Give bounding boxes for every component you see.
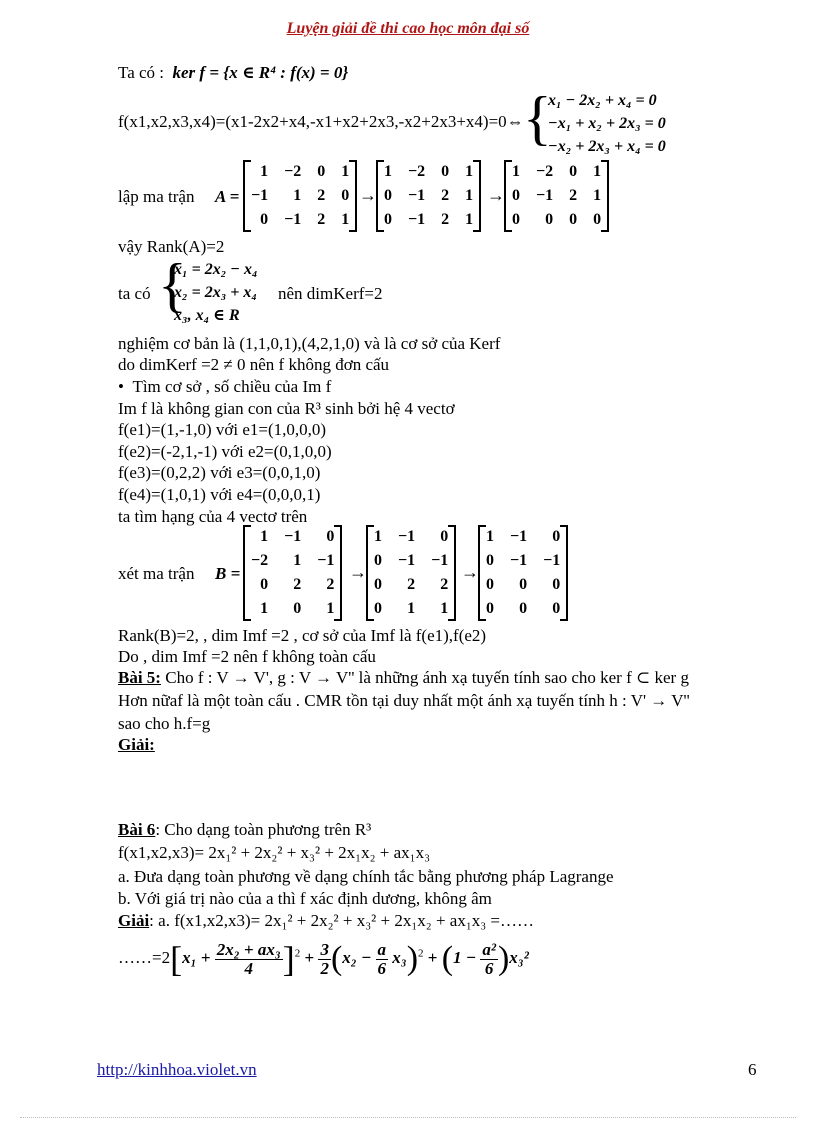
- arrow: →: [349, 562, 367, 582]
- matrix-B3: [478, 525, 568, 621]
- lap-ma-tran-label: lập ma trận: [118, 187, 195, 206]
- fraction: $\frac{\text{a²}}{6}$: [482, 939, 496, 978]
- system2-brace: {: [158, 252, 187, 318]
- matrix-cell: 0: [341, 187, 350, 204]
- matrix-cell: 0: [260, 211, 269, 228]
- bullet-icon: •: [118, 377, 133, 396]
- matrix-cell: 2: [440, 576, 449, 593]
- matrix-cell: 0: [593, 211, 602, 228]
- matrix-row: [366, 573, 456, 597]
- matrix-row: [478, 525, 568, 549]
- dim-kerf: nên dimKerf=2: [278, 284, 383, 303]
- fe-line: f(e1)=(1,-1,0) với e1=(1,0,0,0): [118, 420, 327, 439]
- fe-line: f(e2)=(-2,1,-1) với e2=(0,1,0,0): [118, 442, 332, 461]
- bai5-line3: sao cho h.f=g: [118, 714, 211, 733]
- matrix-cell: 0: [519, 600, 528, 617]
- matrix-cell: 0: [552, 576, 561, 593]
- lagrange-x3: x₃: [392, 947, 407, 967]
- matrix-cell: −1: [510, 528, 528, 545]
- system2: [174, 258, 258, 327]
- matrix-cell: 1: [593, 163, 602, 180]
- nghiem-co-ban: nghiệm cơ bản là (1,1,0,1),(4,2,1,0) và là cơ sở của Kerf: [118, 334, 501, 353]
- bullet-text: Tìm cơ sở , số chiều của Im f: [132, 377, 332, 396]
- matrix-cell: −1: [398, 528, 416, 545]
- fx-line: f(x1,x2,x3,x4)=(x1-2x2+x4,-x1+x2+2x3,-x2+2x3+x4)=0⇔: [118, 112, 524, 131]
- lagrange-one-minus: 1 −: [453, 947, 477, 967]
- lagrange-expression: ……=2[x₁ + $\frac{\text{2x₂ + ax₃}}{4}$ ]$^2$ + $\frac{3}{2}$ (x₂ − $\frac{a}{6}$ x₃)$^2$ + (1 − $\frac{\text{a²}}{6}$ )x₃²: [118, 939, 529, 979]
- matB-label: B =: [215, 564, 241, 583]
- matrix-cell: 0: [569, 211, 578, 228]
- matrix-cell: 1: [260, 163, 269, 180]
- matrix-cell: −1: [408, 187, 426, 204]
- matrix-row: [376, 160, 481, 184]
- matrix-cell: 0: [545, 211, 554, 228]
- matrix-cell: 0: [374, 576, 382, 593]
- matrix-cell: 0: [374, 552, 382, 569]
- matrix-cell: −2: [536, 163, 554, 180]
- fe-line: f(e3)=(0,2,2) với e3=(0,0,1,0): [118, 463, 321, 482]
- bai5-line2: Hơn nữaf là một toàn cấu . CMR tồn tại duy nhất một ánh xạ tuyến tính h : V' → V'': [118, 691, 690, 710]
- fraction: $\frac{a}{6}$: [377, 939, 387, 978]
- lagrange-x3sq: x₃²: [509, 947, 529, 967]
- matrix-row: [478, 597, 568, 621]
- matrix-A3: [504, 160, 609, 232]
- matrix-cell: 0: [552, 600, 561, 617]
- matrix-cell: 1: [465, 187, 474, 204]
- matrix-row: [243, 597, 342, 621]
- matrix-A: [243, 160, 357, 232]
- system1-brace: {: [523, 85, 552, 151]
- page-number: 6: [748, 1060, 757, 1079]
- matrix-cell: 0: [486, 600, 494, 617]
- matrix-row: [243, 208, 357, 232]
- system1-eq: −x₂ + 2x₃ + x₄ = 0: [548, 138, 666, 155]
- matrix-cell: 1: [341, 211, 350, 228]
- matrix-cell: −1: [251, 187, 269, 204]
- matrix-cell: 1: [465, 211, 474, 228]
- matrix-cell: 0: [512, 211, 520, 228]
- arrow: →: [461, 562, 479, 582]
- lagrange-lead: ……=2: [118, 947, 171, 967]
- matrix-cell: 0: [317, 163, 326, 180]
- matrix-cell: −1: [431, 552, 449, 569]
- page-header: Luyện giải đề thi cao học môn đại số: [286, 20, 530, 37]
- rank-a: vậy Rank(A)=2: [118, 237, 225, 256]
- matrix-row: [478, 573, 568, 597]
- system1: [548, 89, 666, 158]
- footer-link[interactable]: http://kinhhoa.violet.vn: [97, 1060, 257, 1079]
- matrix-cell: 0: [441, 163, 450, 180]
- matrix-cell: −1: [536, 187, 554, 204]
- matrix-cell: 0: [569, 163, 578, 180]
- rank-b: Rank(B)=2, , dim Imf =2 , cơ sở của Imf là f(e1),f(e2): [118, 626, 487, 645]
- system1-eq: x₁ − 2x₂ + x₄ = 0: [548, 92, 657, 109]
- matrix-cell: 0: [512, 187, 520, 204]
- matrix-cell: 0: [486, 552, 494, 569]
- system1-eq: −x₁ + x₂ + 2x₃ = 0: [548, 115, 666, 132]
- imf-line: Im f là không gian con của R³ sinh bởi hệ 4 vectơ: [118, 399, 455, 418]
- matrix-A2: [376, 160, 481, 232]
- matrix-cell: 1: [440, 600, 449, 617]
- matrix-cell: −2: [284, 163, 302, 180]
- matrix-cell: 0: [374, 600, 382, 617]
- matrix-cell: −1: [284, 211, 302, 228]
- bai6-line1: [118, 820, 371, 840]
- kerf-formula: ker f = {x ∈ R⁴ : f(x) = 0}: [172, 63, 349, 82]
- matrix-cell: −1: [510, 552, 528, 569]
- fraction: $\frac{3}{2}$: [320, 939, 329, 978]
- matrix-cell: 1: [374, 528, 382, 545]
- matrix-row: [376, 184, 481, 208]
- matrix-row: [366, 549, 456, 573]
- matrix-row: [243, 525, 342, 549]
- bai5-title: Bài 5:: [118, 668, 161, 687]
- matrix-cell: 2: [441, 211, 450, 228]
- giai2-label: Giải: [118, 911, 150, 930]
- matrix-row: [243, 573, 342, 597]
- arrow: →: [359, 185, 377, 205]
- matrix-cell: 0: [440, 528, 449, 545]
- matrix-cell: 1: [486, 528, 494, 545]
- bai5-line1: [118, 668, 689, 688]
- matrix-cell: 2: [407, 576, 416, 593]
- matrix-cell: 1: [260, 528, 269, 545]
- matrix-cell: 1: [512, 163, 520, 180]
- system2-eq: x₁ = 2x₂ − x₄: [174, 261, 258, 278]
- kerf-line: [118, 63, 348, 83]
- matrix-row: [504, 208, 609, 232]
- matrix-cell: 0: [260, 576, 269, 593]
- giai-heading: [118, 735, 155, 755]
- giai-label: Giải:: [118, 735, 155, 754]
- matrix-row: [366, 597, 456, 621]
- matrix-cell: 2: [317, 211, 326, 228]
- bottom-divider: [20, 1117, 796, 1118]
- system2-eq: x₂ = 2x₃ + x₄: [174, 284, 257, 301]
- matrix-cell: 0: [384, 187, 392, 204]
- bai5-text: Cho f : V → V', g : V → V'' là những ánh xạ tuyến tính sao cho ker f ⊂ ker g: [165, 668, 689, 687]
- arrow: →: [487, 185, 505, 205]
- bai6-a: a. Đưa dạng toàn phương về dạng chính tắc bằng phương pháp Lagrange: [118, 867, 614, 886]
- bai6-f: f(x1,x2,x3)= 2x₁² + 2x₂² + x₃² + 2x₁x₂ + ax₁x₃: [118, 843, 430, 862]
- matrix-cell: −1: [408, 211, 426, 228]
- matrix-cell: 0: [552, 528, 561, 545]
- matrix-cell: 0: [384, 211, 392, 228]
- matA-label: A =: [215, 187, 240, 206]
- bai6-title: Bài 6: [118, 820, 156, 839]
- matrix-row: [478, 549, 568, 573]
- matrix-cell: 2: [293, 576, 302, 593]
- matrix-row: [504, 160, 609, 184]
- matrix-cell: 0: [293, 600, 302, 617]
- matrix-B: [243, 525, 342, 621]
- matrix-cell: 2: [317, 187, 326, 204]
- matrix-row: [243, 160, 357, 184]
- xet-ma-tran-label: xét ma trận: [118, 564, 195, 583]
- fraction: $\frac{\text{2x₂ + ax₃}}{4}$: [216, 939, 281, 978]
- matrix-row: [366, 525, 456, 549]
- matrix-cell: 1: [593, 187, 602, 204]
- system2-eq: x₃, x₄ ∈ R: [174, 307, 240, 324]
- matrix-cell: −1: [398, 552, 416, 569]
- matrix-cell: 1: [465, 163, 474, 180]
- kerf-prefix: Ta có :: [118, 63, 165, 82]
- matrix-row: [376, 208, 481, 232]
- tim-hang: ta tìm hạng của 4 vectơ trên: [118, 507, 308, 526]
- bai6-b: b. Với giá trị nào của a thì f xác định dương, không âm: [118, 889, 492, 908]
- matrix-row: [504, 184, 609, 208]
- matrix-cell: 0: [326, 528, 335, 545]
- fe-line: f(e4)=(1,0,1) với e4=(0,0,0,1): [118, 485, 321, 504]
- giai2-line: [118, 911, 534, 931]
- dim-kerf-ne: do dimKerf =2 ≠ 0 nên f không đơn cấu: [118, 355, 390, 374]
- matrix-cell: −2: [251, 552, 269, 569]
- matrix-cell: 1: [341, 163, 350, 180]
- matrix-cell: 2: [441, 187, 450, 204]
- matrix-cell: 1: [293, 187, 302, 204]
- matrix-cell: 1: [260, 600, 269, 617]
- matrix-cell: 1: [384, 163, 392, 180]
- khong-toan-cau: Do , dim Imf =2 nên f không toàn cấu: [118, 647, 376, 666]
- matrix-cell: 1: [293, 552, 302, 569]
- giai2-text: : a. f(x1,x2,x3)= 2x₁² + 2x₂² + x₃² + 2x₁x₂ + ax₁x₃ =……: [149, 911, 535, 930]
- lagrange-inner2: x₂ −: [342, 947, 372, 967]
- bullet-item: [118, 377, 331, 397]
- matrix-cell: 1: [407, 600, 416, 617]
- bai6-text: : Cho dạng toàn phương trên R³: [155, 820, 372, 839]
- lagrange-x1: x₁ +: [182, 947, 211, 967]
- matrix-cell: 2: [569, 187, 578, 204]
- matrix-B2: [366, 525, 456, 621]
- matrix-cell: −1: [543, 552, 561, 569]
- ta-co-label: ta có: [118, 284, 151, 303]
- matrix-cell: 1: [326, 600, 335, 617]
- matrix-cell: −1: [284, 528, 302, 545]
- matrix-row: [243, 184, 357, 208]
- matrix-cell: 0: [486, 576, 494, 593]
- matrix-cell: −2: [408, 163, 426, 180]
- matrix-cell: 2: [326, 576, 335, 593]
- matrix-cell: −1: [317, 552, 335, 569]
- matrix-cell: 0: [519, 576, 528, 593]
- matrix-row: [243, 549, 342, 573]
